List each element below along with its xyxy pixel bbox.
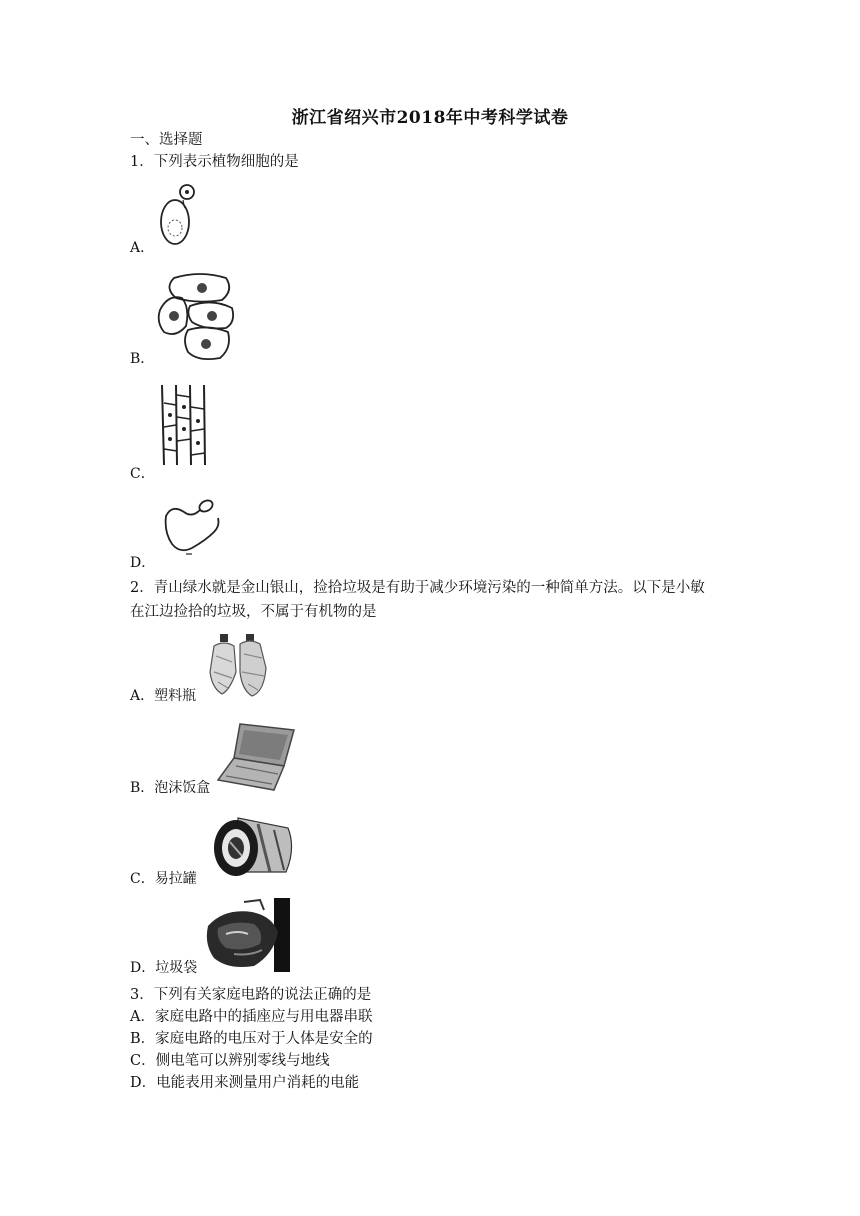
q2-option-b[interactable]: B．泡沫饭盒	[130, 780, 211, 796]
foam-lunchbox-photo	[214, 720, 298, 792]
q2-option-a[interactable]: A．塑料瓶	[130, 688, 197, 704]
q1-option-d[interactable]: D．	[130, 555, 156, 571]
soda-can-photo	[208, 812, 296, 882]
question-2-stem-line1: 2．青山绿水就是金山银山，捡拾垃圾是有助于减少环境污染的一种简单方法。以下是小敏	[130, 580, 705, 596]
question-2-stem-line2: 在江边捡拾的垃圾，不属于有机物的是	[130, 604, 377, 620]
q3-option-c[interactable]: C．侧电笔可以辨别零线与地线	[130, 1053, 330, 1069]
question-1-stem: 1．下列表示植物细胞的是	[130, 154, 299, 170]
animal-cells-icon	[156, 272, 238, 362]
q1-option-b[interactable]: B．	[130, 351, 155, 367]
q1-option-a[interactable]: A．	[130, 240, 155, 256]
section-heading: 一、选择题	[130, 132, 203, 148]
plastic-bottles-photo	[206, 632, 272, 700]
plant-cells-icon	[158, 383, 210, 467]
q3-option-a[interactable]: A．家庭电路中的插座应与用电器串联	[130, 1009, 373, 1025]
garbage-bag-photo	[204, 898, 290, 972]
exam-title: 浙江省绍兴市2018年中考科学试卷	[291, 108, 569, 128]
sperm-cell-icon	[158, 492, 224, 558]
q1-option-c[interactable]: C．	[130, 466, 155, 482]
q3-option-d[interactable]: D．电能表用来测量用户消耗的电能	[130, 1075, 360, 1091]
question-3-stem: 3．下列有关家庭电路的说法正确的是	[130, 987, 372, 1003]
q2-option-d[interactable]: D．垃圾袋	[130, 960, 198, 976]
q3-option-b[interactable]: B．家庭电路的电压对于人体是安全的	[130, 1031, 373, 1047]
q2-option-c[interactable]: C．易拉罐	[130, 871, 197, 887]
yeast-cell-icon	[158, 182, 204, 248]
